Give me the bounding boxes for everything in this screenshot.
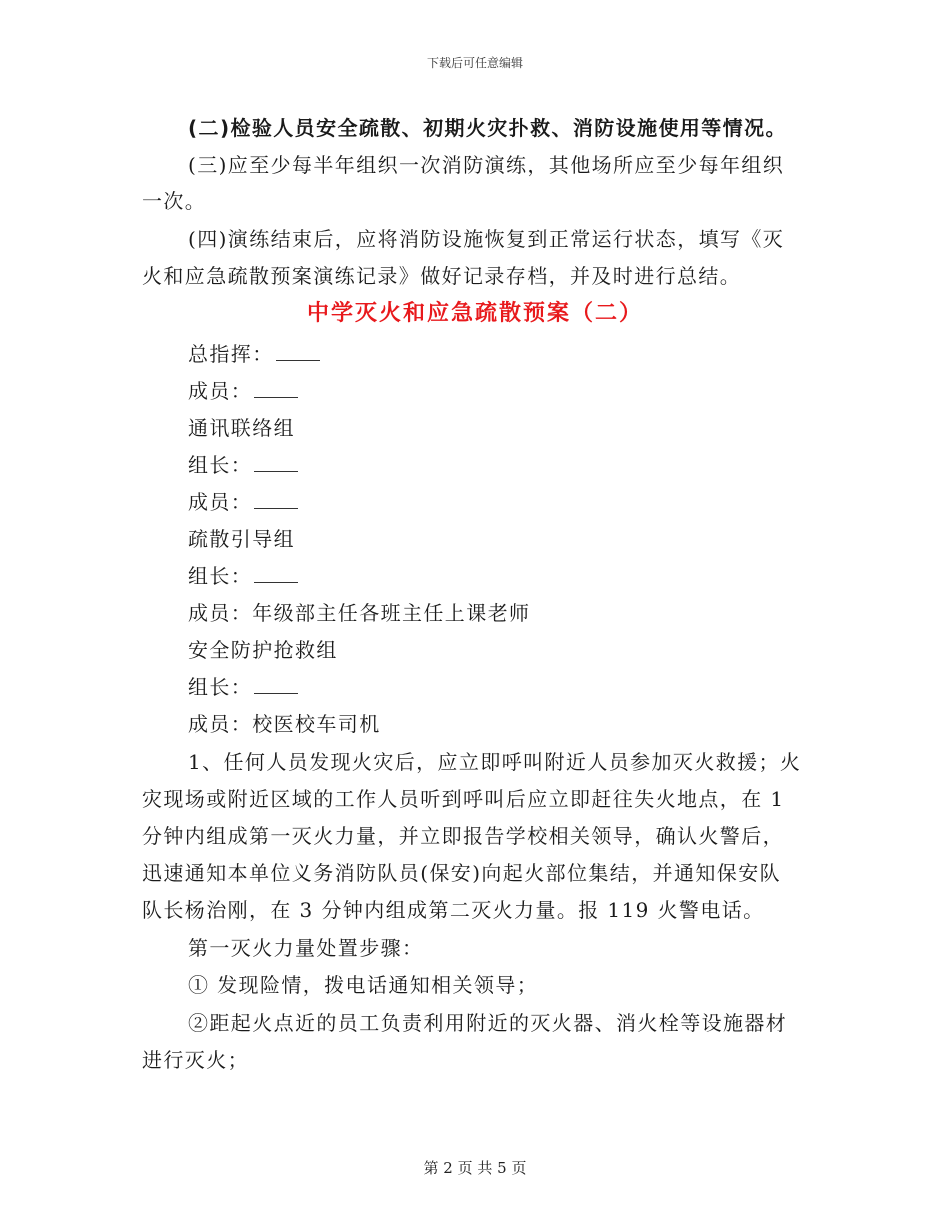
paragraph-item-4-line-2: 火和应急疏散预案演练记录》做好记录存档，并及时进行总结。: [142, 264, 742, 288]
section-title: 中学灭火和应急疏散预案（二）: [306, 301, 643, 326]
step-2-line-2: 进行灭火；: [142, 1048, 249, 1072]
comm-group-heading: 通讯联络组: [188, 416, 295, 440]
commander-label: 总指挥：: [188, 342, 274, 366]
evac-leader-blank: [254, 566, 298, 583]
members-label: 成员：: [188, 379, 253, 403]
evac-members-line: 成员：年级部主任各班主任上课老师: [188, 601, 531, 625]
body-section-1-line-1: 1、任何人员发现火灾后，应立即呼叫附近人员参加灭火救援；火: [188, 750, 802, 774]
body-section-1-line-5: 队长杨治刚，在 3 分钟内组成第二灭火力量。报 119 火警电话。: [142, 898, 765, 922]
steps-heading: 第一灭火力量处置步骤：: [188, 936, 424, 960]
commander-blank: [276, 344, 320, 361]
comm-leader-label: 组长：: [188, 453, 253, 477]
body-section-1-line-4: 迅速通知本单位义务消防队员(保安)向起火部位集结，并通知保安队: [142, 861, 782, 885]
commander-line: [188, 344, 320, 364]
comm-members-line: [188, 492, 298, 512]
comm-members-label: 成员：: [188, 490, 253, 514]
paragraph-item-4-line-1: (四)演练结束后，应将消防设施恢复到正常运行状态，填写《灭: [188, 227, 785, 251]
safety-members-line: 成员：校医校车司机: [188, 712, 381, 736]
page-footer: 第 2 页 共 5 页: [423, 1159, 527, 1177]
safety-leader-label: 组长：: [188, 675, 253, 699]
paragraph-item-3-line-1: (三)应至少每半年组织一次消防演练，其他场所应至少每年组织: [188, 153, 785, 177]
safety-group-heading: 安全防护抢救组: [188, 638, 338, 662]
comm-members-blank: [254, 492, 298, 509]
body-section-1-line-2: 灾现场或附近区域的工作人员听到呼叫后应立即赶往失火地点，在 1: [142, 787, 785, 811]
step-1: ① 发现险情，拨电话通知相关领导；: [188, 973, 539, 997]
safety-leader-blank: [254, 677, 298, 694]
evac-group-heading: 疏散引导组: [188, 527, 295, 551]
members-line-1: [188, 381, 298, 401]
comm-leader-blank: [254, 455, 298, 472]
step-2-line-1: ②距起火点近的员工负责利用附近的灭火器、消火栓等设施器材: [188, 1011, 788, 1035]
evac-leader-line: [188, 566, 298, 586]
page-header: 下载后可任意编辑: [426, 56, 523, 70]
paragraph-item-2: (二)检验人员安全疏散、初期火灾扑救、消防设施使用等情况。: [188, 116, 787, 140]
comm-leader-line: [188, 455, 298, 475]
safety-leader-line: [188, 677, 298, 697]
body-section-1-line-3: 分钟内组成第一灭火力量，并立即报告学校相关领导，确认火警后，: [142, 824, 784, 848]
evac-leader-label: 组长：: [188, 564, 253, 588]
members-blank: [254, 381, 298, 398]
paragraph-item-3-line-2: 一次。: [142, 189, 207, 213]
